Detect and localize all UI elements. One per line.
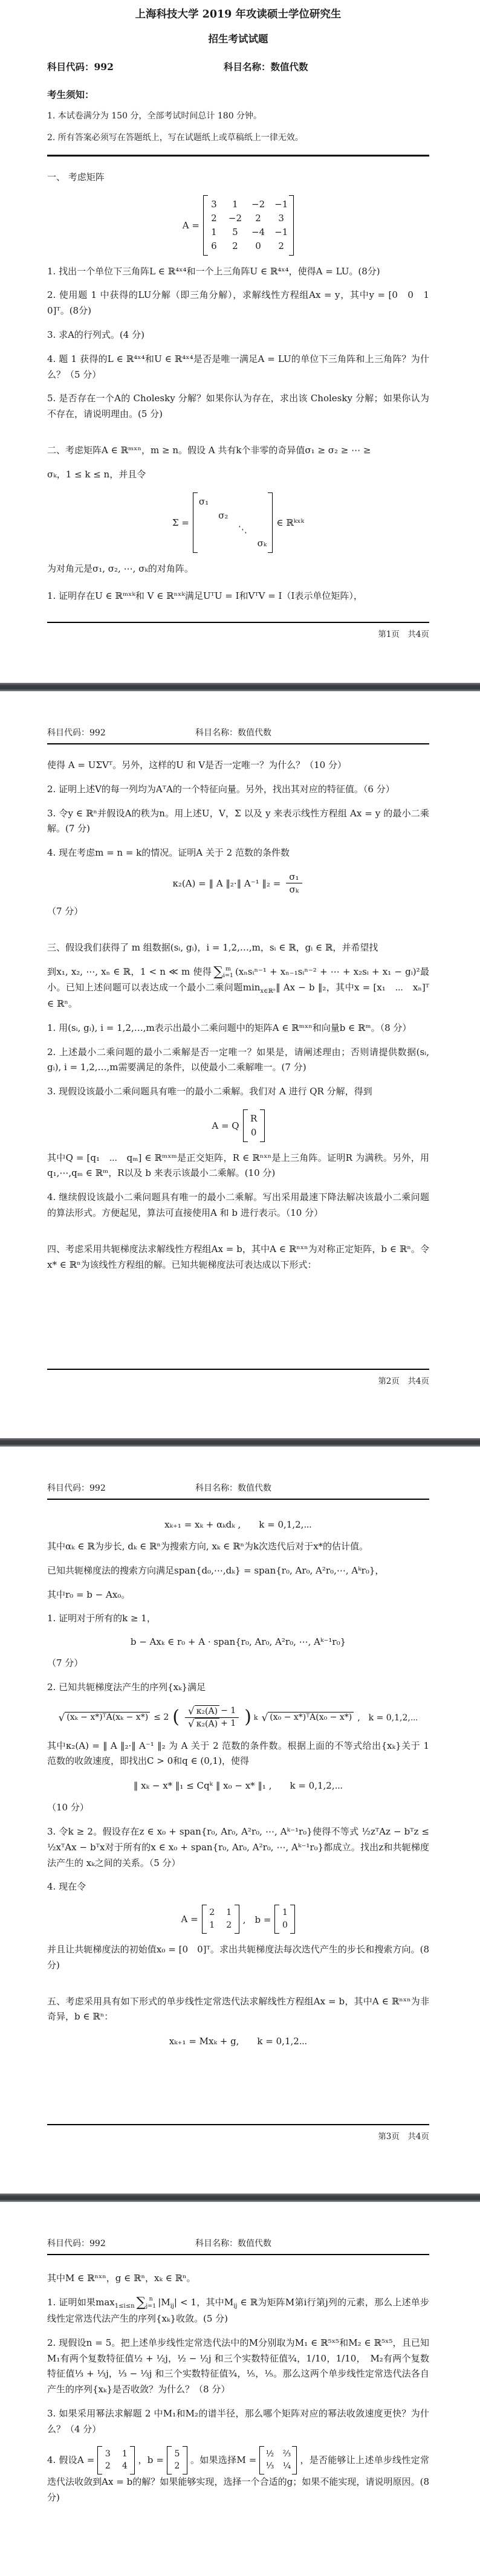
matrix-cell: ¼ bbox=[282, 2461, 291, 2471]
sum-lower: j=1 bbox=[146, 2302, 157, 2310]
condition-number-lhs: κ₂(A) = ‖ A ‖₂·‖ A⁻¹ ‖₂ = bbox=[172, 877, 281, 889]
qr-prefix: A = Q bbox=[212, 1120, 239, 1131]
page-header bbox=[47, 2237, 429, 2255]
sqrt-term bbox=[262, 1712, 354, 1723]
denominator-tail: + 1 bbox=[221, 1718, 236, 1728]
sum-lower: i=1 bbox=[222, 972, 233, 980]
matrix-cell: 4 bbox=[122, 2461, 128, 2471]
page-footer bbox=[47, 1369, 429, 1386]
exam-title: 上海科技大学 2019 年攻读硕士学位研究生 bbox=[135, 8, 342, 21]
matrix-cell: ⅓ bbox=[265, 2461, 274, 2471]
question-5-4-a: 4. 假设A = bbox=[47, 2454, 95, 2465]
matrix-cell: 5 bbox=[174, 2448, 180, 2459]
page-number: 第3页 共4页 bbox=[378, 2132, 429, 2142]
matrix-cell bbox=[257, 509, 267, 521]
sqrt-term bbox=[188, 1718, 219, 1730]
question-4-4-body: 并且让共轭梯度法的初始值x₀ = [0 0]ᵀ。求出共轭梯度法每次迭代产生的步长和搜索方向。(8 分) bbox=[47, 1943, 429, 1971]
question-2-3: 3. 令y ∈ ℝⁿ并假设A的秩为n。用上述U，V，Σ 以及 y 来表示线性方程组 Ax = y 的最小二乘解。(7 分) bbox=[47, 807, 429, 834]
fraction-denominator bbox=[185, 1718, 239, 1730]
question-2-1-end: 使得 A = UΣVᵀ。另外，这样的U 和 V是否一定唯一？为什么？（10 分） bbox=[47, 760, 346, 770]
m-subscript: ij bbox=[170, 2302, 174, 2310]
fraction-numerator bbox=[185, 1705, 239, 1718]
matrix-cell: 3 bbox=[278, 212, 284, 224]
matrix-cell: 1 bbox=[226, 1908, 232, 1918]
page-number: 第1页 共4页 bbox=[378, 630, 429, 639]
question-2-1-start: 1. 证明存在U ∈ ℝᵐˣᵏ和 V ∈ ℝⁿˣᵏ满足UᵀU = I和VᵀV = I（I表示单位矩阵）， bbox=[47, 590, 363, 602]
matrix-cell bbox=[218, 523, 228, 535]
subject-code: 科目代码：992 bbox=[47, 1483, 106, 1493]
one-norm-text: ‖ xₖ − x* ‖₁ ≤ Cqᵏ ‖ x₀ − x* ‖₁ , k = 0,1,2,⋯ bbox=[133, 1780, 343, 1792]
page-header bbox=[47, 1482, 429, 1500]
exam-page-1 bbox=[0, 0, 480, 683]
matrix-a-prefix: A = bbox=[181, 1914, 198, 1925]
section-3-intro-c: ‖ Ax − b ‖₂，其中x = [x₁ ⋯ xₙ]ᵀ ∈ ℝⁿ。 bbox=[47, 981, 429, 1010]
header-rule bbox=[47, 155, 429, 157]
matrix-cell: 2 bbox=[278, 240, 284, 252]
section-2-heading: 二、考虑矩阵A ∈ ℝᵐˣⁿ，m ≥ n。假设 A 共有k个非零的奇异值σ₁ ≥ σ₂ ≥ ⋯ ≥ bbox=[47, 444, 371, 456]
matrix-cell: 5 bbox=[232, 227, 238, 238]
matrix-a bbox=[202, 1905, 239, 1934]
matrix-cell: −2 bbox=[228, 212, 242, 224]
sum-upper: n bbox=[149, 2296, 153, 2303]
matrix-cell: σ₁ bbox=[198, 496, 209, 507]
subject-name: 科目名称：数值代数 bbox=[195, 2239, 271, 2248]
vector-b-prefix: , b = bbox=[242, 1914, 271, 1925]
matrix-m bbox=[259, 2446, 297, 2475]
max-subscript: 1≤i≤n bbox=[114, 2302, 135, 2310]
matrix-cell: −1 bbox=[274, 227, 288, 238]
notice-item: 1. 本试卷满分为 150 分，全部考试时间总计 180 分钟。 bbox=[47, 111, 262, 121]
question-5-1 bbox=[47, 2295, 429, 2327]
one-norm-formula bbox=[47, 1779, 429, 1792]
min-subscript: x∈ℝⁿ bbox=[260, 987, 276, 995]
stationary-iteration-formula bbox=[47, 2035, 429, 2047]
question-5-2: 2. 现假设n = 5。把上述单步线性定常迭代法中的M分别取为M₁ ∈ ℝ⁵ˣ⁵和M₂ ∈ ℝ⁵ˣ⁵，且已知 M₁有两个复数特征值½ + ½j，½ − ½j 和三个实数特征值¾，1/10，1/10， M₂有两个复数特征值⅓ + ⅓j，⅓ − ⅓j 和三个实数特征值¾，⅕，⅕。那么这两个单步线性定常迭代法各自产生的序列{xₖ}是否收敛？为什么？（8 分） bbox=[47, 2337, 429, 2395]
subject-row bbox=[47, 60, 429, 73]
right-paren: ) bbox=[244, 1706, 251, 1728]
section-2-intro: σₖ，1 ≤ k ≤ n，并且令 bbox=[47, 468, 146, 480]
subject-name: 科目名称：数值代数 bbox=[224, 61, 308, 73]
question-2-4: 4. 现在考虑m = n = k的情况。证明A 关于 2 范数的条件数 bbox=[47, 847, 290, 859]
summation bbox=[137, 2296, 157, 2310]
sigma-prefix: Σ = bbox=[172, 517, 189, 528]
convergence-fraction bbox=[185, 1705, 239, 1730]
matrix-cell: 1 bbox=[282, 1908, 288, 1918]
matrix-cell: 0 bbox=[255, 240, 261, 252]
question-4-4: 4. 现在令 bbox=[47, 1881, 86, 1893]
notice-heading: 考生须知： bbox=[47, 89, 94, 100]
question-4-2-body: 其中κ₂(A) = ‖ A ‖₂·‖ A⁻¹ ‖₂ 为 A 关于 2 范数的条件数。根据上面的不等式给出{xₖ}关于 1 范数的收敛速度，即找出C > 0和q ∈ (0,1)，使得 bbox=[47, 1740, 429, 1767]
sqrt-term bbox=[59, 1712, 151, 1723]
matrix-cell: 2 bbox=[226, 1920, 232, 1931]
matrix-cell: 2 bbox=[211, 212, 217, 224]
question-3-3-intro: 3. 现假设该最小二乘问题具有唯一的最小二乘解。我们对 A 进行 QR 分解，得到 bbox=[47, 1086, 372, 1097]
summation bbox=[213, 966, 233, 980]
sum-limits bbox=[223, 966, 233, 980]
page-separator bbox=[0, 683, 480, 691]
matrix-cell bbox=[199, 537, 209, 549]
question-1-1: 1. 找出一个单位下三角阵L ∈ ℝ⁴ˣ⁴和一个上三角阵U ∈ ℝ⁴ˣ⁴，使得A = LU。(8分) bbox=[47, 265, 380, 277]
sqrt-symbol: √ bbox=[187, 1717, 195, 1729]
matrix-cell: 2 bbox=[255, 212, 261, 224]
matrix-a bbox=[97, 2446, 135, 2475]
matrix-cell: 2 bbox=[105, 2461, 111, 2471]
qr-matrix bbox=[243, 1109, 265, 1142]
sum-upper: m bbox=[225, 965, 231, 972]
numerator-tail: − 1 bbox=[221, 1705, 236, 1716]
sqrt-symbol: √ bbox=[187, 1704, 195, 1717]
matrix-cell: ⋱ bbox=[238, 524, 247, 535]
radicand: (xₖ − x*)ᵀA(xₖ − x*) bbox=[65, 1712, 150, 1722]
notice-item: 2. 所有答案必须写在答题纸上，写在试题纸上或草稿纸上一律无效。 bbox=[47, 133, 303, 143]
sqrt-symbol: √ bbox=[261, 1711, 268, 1723]
matrix-cell bbox=[199, 509, 209, 521]
matrix-cell bbox=[238, 509, 247, 521]
question-5-1-b: |M bbox=[158, 2296, 170, 2308]
question-4-3: 3. 令k ≥ 2。假设存在z ∈ x₀ + span{r₀, Ar₀, A²r₀, ⋯, Aᵏ⁻¹r₀}使得不等式 ½zᵀAz − bᵀz ≤ ½xᵀAx − bᵀx对于所有的x ∈ x₀ + span{r₀, Ar₀, A²r₀, ⋯, Aᵏ⁻¹r₀}都成立。找出z和共轭梯度法产生的 xₖ之间的关系。（5 分） bbox=[47, 1825, 429, 1868]
qr-factorization-formula bbox=[47, 1109, 429, 1142]
matrix-cell: 0 bbox=[282, 1920, 288, 1931]
sum-symbol: ∑ bbox=[136, 2294, 146, 2310]
matrix-cell: 2 bbox=[232, 240, 238, 252]
question-5-1-c: | < 1，其中M bbox=[174, 2296, 234, 2308]
question-2-2: 2. 证明上述V的每一列均为AᵀA的一个特征向量。另外，找出其对应的特征值。（6 分） bbox=[47, 783, 395, 795]
question-1-2: 2. 使用题 1 中获得的LU分解（即三角分解），求解线性方程组Ax = y，其中y = [0 0 1 0]ᵀ。(8分) bbox=[47, 289, 439, 317]
page-header bbox=[47, 726, 429, 744]
sum-limits bbox=[146, 2296, 156, 2310]
matrix-cell: σ₂ bbox=[218, 509, 229, 521]
matrix-a-prefix: A = bbox=[182, 219, 199, 231]
residual-span-formula: b − Axₖ ∈ r₀ + A · span{r₀, Ar₀, A²r₀, ⋯, Aᵏ⁻¹r₀} bbox=[130, 1636, 346, 1648]
matrix-cell: 3 bbox=[211, 198, 217, 210]
matrix-cell: 0 bbox=[250, 1127, 257, 1138]
question-5-1-a: 1. 证明如果max bbox=[47, 2296, 115, 2308]
matrix-cell: −2 bbox=[251, 198, 265, 210]
matrix-cell: 6 bbox=[211, 240, 217, 252]
exam-page-3 bbox=[0, 1447, 480, 2193]
question-5-1-d: ∈ ℝ为矩阵M第i行第j列的元素，那么上述单步线性定常迭代法产生的序列{xₖ}收敛。(5 分) bbox=[47, 2296, 430, 2324]
exponent-k: k bbox=[253, 1713, 258, 1722]
fraction-numerator: σ₁ bbox=[286, 871, 302, 883]
section-3-intro bbox=[47, 964, 429, 1012]
fraction-denominator: σₖ bbox=[289, 884, 299, 896]
matrix-a bbox=[203, 195, 294, 256]
matrix-cell: ½ bbox=[265, 2448, 274, 2459]
radicand: κ₂(A) bbox=[195, 1705, 219, 1717]
matrix-cell bbox=[199, 523, 209, 535]
radicand: κ₂(A) bbox=[195, 1718, 219, 1730]
sum-symbol: ∑ bbox=[213, 964, 223, 980]
section-3-heading: 三、假设我们获得了 m 组数据(sᵢ, gᵢ)，i = 1,2,…,m，sᵢ ∈ ℝ，gᵢ ∈ ℝ，并希望找 bbox=[47, 942, 378, 954]
stationary-iteration-text: xₖ₊₁ = Mxₖ + g, k = 0,1,2⋯ bbox=[169, 2036, 308, 2047]
sigma-fraction bbox=[286, 871, 302, 896]
matrix-cell: 1 bbox=[122, 2448, 128, 2459]
condition-number-formula bbox=[47, 871, 429, 896]
sqrt-symbol: √ bbox=[58, 1711, 65, 1723]
question-5-4-b: ，b = bbox=[138, 2454, 164, 2465]
cg-error-bound-formula bbox=[47, 1705, 429, 1730]
matrix-cell bbox=[218, 496, 228, 508]
matrix-cell: 1 bbox=[209, 1920, 215, 1931]
matrix-cell: 3 bbox=[105, 2448, 111, 2459]
section-4-heading: 四、考虑采用共轭梯度法求解线性方程组Ax = b，其中A ∈ ℝⁿˣⁿ为对称正定矩阵，b ∈ ℝⁿ。令x* ∈ ℝⁿ为该线性方程组的解。已知共轭梯度法可表达成以下形式： bbox=[47, 1243, 429, 1270]
question-5-4 bbox=[47, 2446, 429, 2506]
section-2-diag-note: 为对角元是σ₁, σ₂, ⋯, σₖ的对角阵。 bbox=[47, 563, 193, 574]
question-4-1: 1. 证明对于所有的k ≥ 1， bbox=[47, 1613, 156, 1624]
question-5-4-c: 。如果选择M = bbox=[190, 2454, 257, 2465]
sigma-matrix bbox=[193, 492, 273, 553]
cg-span-property: 已知共轭梯度法的搜索方向满足span{d₀,⋯,dₖ} = span{r₀, Ar₀, A²r₀,⋯, Aᵏr₀}， bbox=[47, 1564, 384, 1576]
question-1-4: 4. 题 1 获得的L ∈ ℝ⁴ˣ⁴和U ∈ ℝ⁴ˣ⁴是否是唯一满足A = LU的单位下三角阵和上三角阵？为什么？（5 分） bbox=[47, 353, 429, 380]
subject-code: 科目代码：992 bbox=[47, 2239, 106, 2248]
matrix-cell bbox=[257, 523, 267, 535]
vector-b bbox=[274, 1905, 295, 1934]
exam-page-2 bbox=[0, 691, 480, 1438]
page-number: 第2页 共4页 bbox=[378, 1377, 429, 1386]
section-1-heading: 一、 考虑矩阵 bbox=[47, 171, 105, 182]
question-4-2: 2. 已知共轭梯度法产生的序列{xₖ}满足 bbox=[47, 1681, 206, 1693]
exam-subtitle: 招生考试试题 bbox=[208, 33, 268, 45]
matrix-cell: 2 bbox=[174, 2461, 180, 2471]
matrix-cell bbox=[238, 496, 247, 508]
matrix-cell: ⅔ bbox=[282, 2448, 291, 2459]
cg-example-matrices bbox=[47, 1905, 429, 1934]
left-paren: ( bbox=[172, 1706, 180, 1728]
m-subscript: ij bbox=[233, 2302, 238, 2310]
matrix-cell: σₖ bbox=[257, 538, 267, 549]
matrix-cell: −4 bbox=[251, 227, 265, 238]
matrix-cell: 1 bbox=[211, 227, 217, 238]
question-4-1-formula bbox=[47, 1636, 429, 1647]
page-separator bbox=[0, 2193, 480, 2202]
cg-residual-def: 其中r₀ = b − Ax₀。 bbox=[47, 1589, 131, 1600]
sigma-matrix-formula bbox=[47, 492, 429, 553]
question-5-4-d: ，是否能够让上述单步线性定常迭代法收敛到Ax = b的解？如果能够实现，选择一个合适的g；如果不能实现，请说明原因。(8 分) bbox=[47, 2454, 429, 2503]
question-5-3: 3. 如果采用幂法求解题 2 中M₁和M₂的谱半径，那么哪个矩阵对应的幂法收敛速度更快？为什么？（4 分） bbox=[47, 2407, 429, 2435]
matrix-cell: 2 bbox=[209, 1908, 215, 1918]
section-3-intro-a: 到x₁, x₂, ⋯, xₙ ∈ ℝ，1 < n ≪ m 使得 bbox=[47, 966, 212, 978]
question-3-2: 2. 上述最小二乘问题的最小二乘解是否一定唯一？如果是，请阐述理由；否则请提供数据(sᵢ, gᵢ), i = 1,2,…,m需要满足的条件，以使最小二乘解唯一。(7 分) bbox=[47, 1046, 429, 1073]
matrix-a-formula bbox=[47, 195, 429, 256]
question-1-5: 5. 是否存在一个A的 Cholesky 分解？如果你认为存在，求出该 Cholesky 分解；如果你认为不存在，请说明理由。(5 分) bbox=[47, 393, 429, 420]
page-footer bbox=[47, 2124, 429, 2142]
radicand: (x₀ − x*)ᵀA(x₀ − x*) bbox=[268, 1712, 354, 1722]
subject-code: 科目代码：992 bbox=[47, 61, 114, 73]
matrix-cell bbox=[238, 537, 247, 549]
section-5-variables: 其中M ∈ ℝⁿˣⁿ，g ∈ ℝⁿ，xₖ ∈ ℝⁿ。 bbox=[47, 2273, 196, 2284]
cg-iteration-text: xₖ₊₁ = xₖ + αₖdₖ , k = 0,1,2,⋯ bbox=[164, 1519, 312, 1530]
question-4-1-points: （7 分） bbox=[47, 1658, 83, 1669]
matrix-cell: −1 bbox=[274, 198, 288, 210]
matrix-cell bbox=[257, 496, 267, 508]
matrix-cell bbox=[218, 537, 228, 549]
subject-name: 科目名称：数值代数 bbox=[195, 1483, 271, 1493]
inequality-tail: , k = 0,1,2,⋯ bbox=[357, 1713, 418, 1723]
question-2-4-points: （7 分） bbox=[47, 906, 83, 917]
vector-b bbox=[167, 2446, 187, 2475]
inequality-middle: ≤ 2 bbox=[154, 1712, 169, 1723]
question-3-4: 4. 继续假设该最小二乘问题具有唯一的最小二乘解。写出采用最速下降法解决该最小二乘问题的算法形式。方便起见，算法可直接使用A 和 b 进行表示。（10 分） bbox=[47, 1192, 429, 1218]
matrix-cell: R bbox=[250, 1113, 258, 1125]
question-4-2-points: （10 分） bbox=[47, 1802, 89, 1813]
subject-name: 科目名称：数值代数 bbox=[195, 728, 271, 738]
page-separator bbox=[0, 1438, 480, 1447]
page-footer bbox=[47, 622, 429, 639]
cg-iteration-formula bbox=[47, 1518, 429, 1531]
sigma-suffix: ∈ ℝᵏˣᵏ bbox=[276, 517, 305, 528]
question-3-3-rest: 其中Q = [q₁ ⋯ qₘ] ∈ ℝᵐˣᵐ是正交矩阵，R ∈ ℝⁿˣⁿ是上三角阵。证明R 为满秩。另外，用q₁,⋯,qₘ ∈ ℝᵐ，R以及 b 来表示该最小二乘解。(10 分) bbox=[47, 1152, 429, 1179]
cg-variables-note: 其中αₖ ∈ ℝ为步长, dₖ ∈ ℝⁿ为搜索方向, xₖ ∈ ℝⁿ为k次迭代后对于x*的估计值。 bbox=[47, 1541, 369, 1552]
question-1-3: 3. 求A的行列式。(4 分) bbox=[47, 329, 144, 340]
question-3-1: 1. 用(sᵢ, gᵢ), i = 1,2,…,m表示出最小二乘问题中的矩阵A ∈ ℝᵐˣⁿ和向量b ∈ ℝᵐ。（8 分） bbox=[47, 1022, 412, 1033]
section-5-heading: 五、考虑采用具有如下形式的单步线性定常迭代法求解线性方程组Ax = b，其中A ∈ ℝⁿˣⁿ为非奇异，b ∈ ℝⁿ： bbox=[47, 1995, 429, 2022]
subject-code: 科目代码：992 bbox=[47, 728, 106, 738]
matrix-cell: 1 bbox=[232, 198, 238, 210]
exam-page-4 bbox=[0, 2202, 480, 2576]
sqrt-term bbox=[188, 1705, 219, 1717]
section-3-intro-b: (xₙsᵢⁿ⁻¹ + xₙ₋₁sᵢⁿ⁻² + ⋯ + x₂sᵢ + x₁ − gᵢ)²最小。已知上述问题可以表达成一个最小二乘问题min bbox=[47, 966, 429, 993]
